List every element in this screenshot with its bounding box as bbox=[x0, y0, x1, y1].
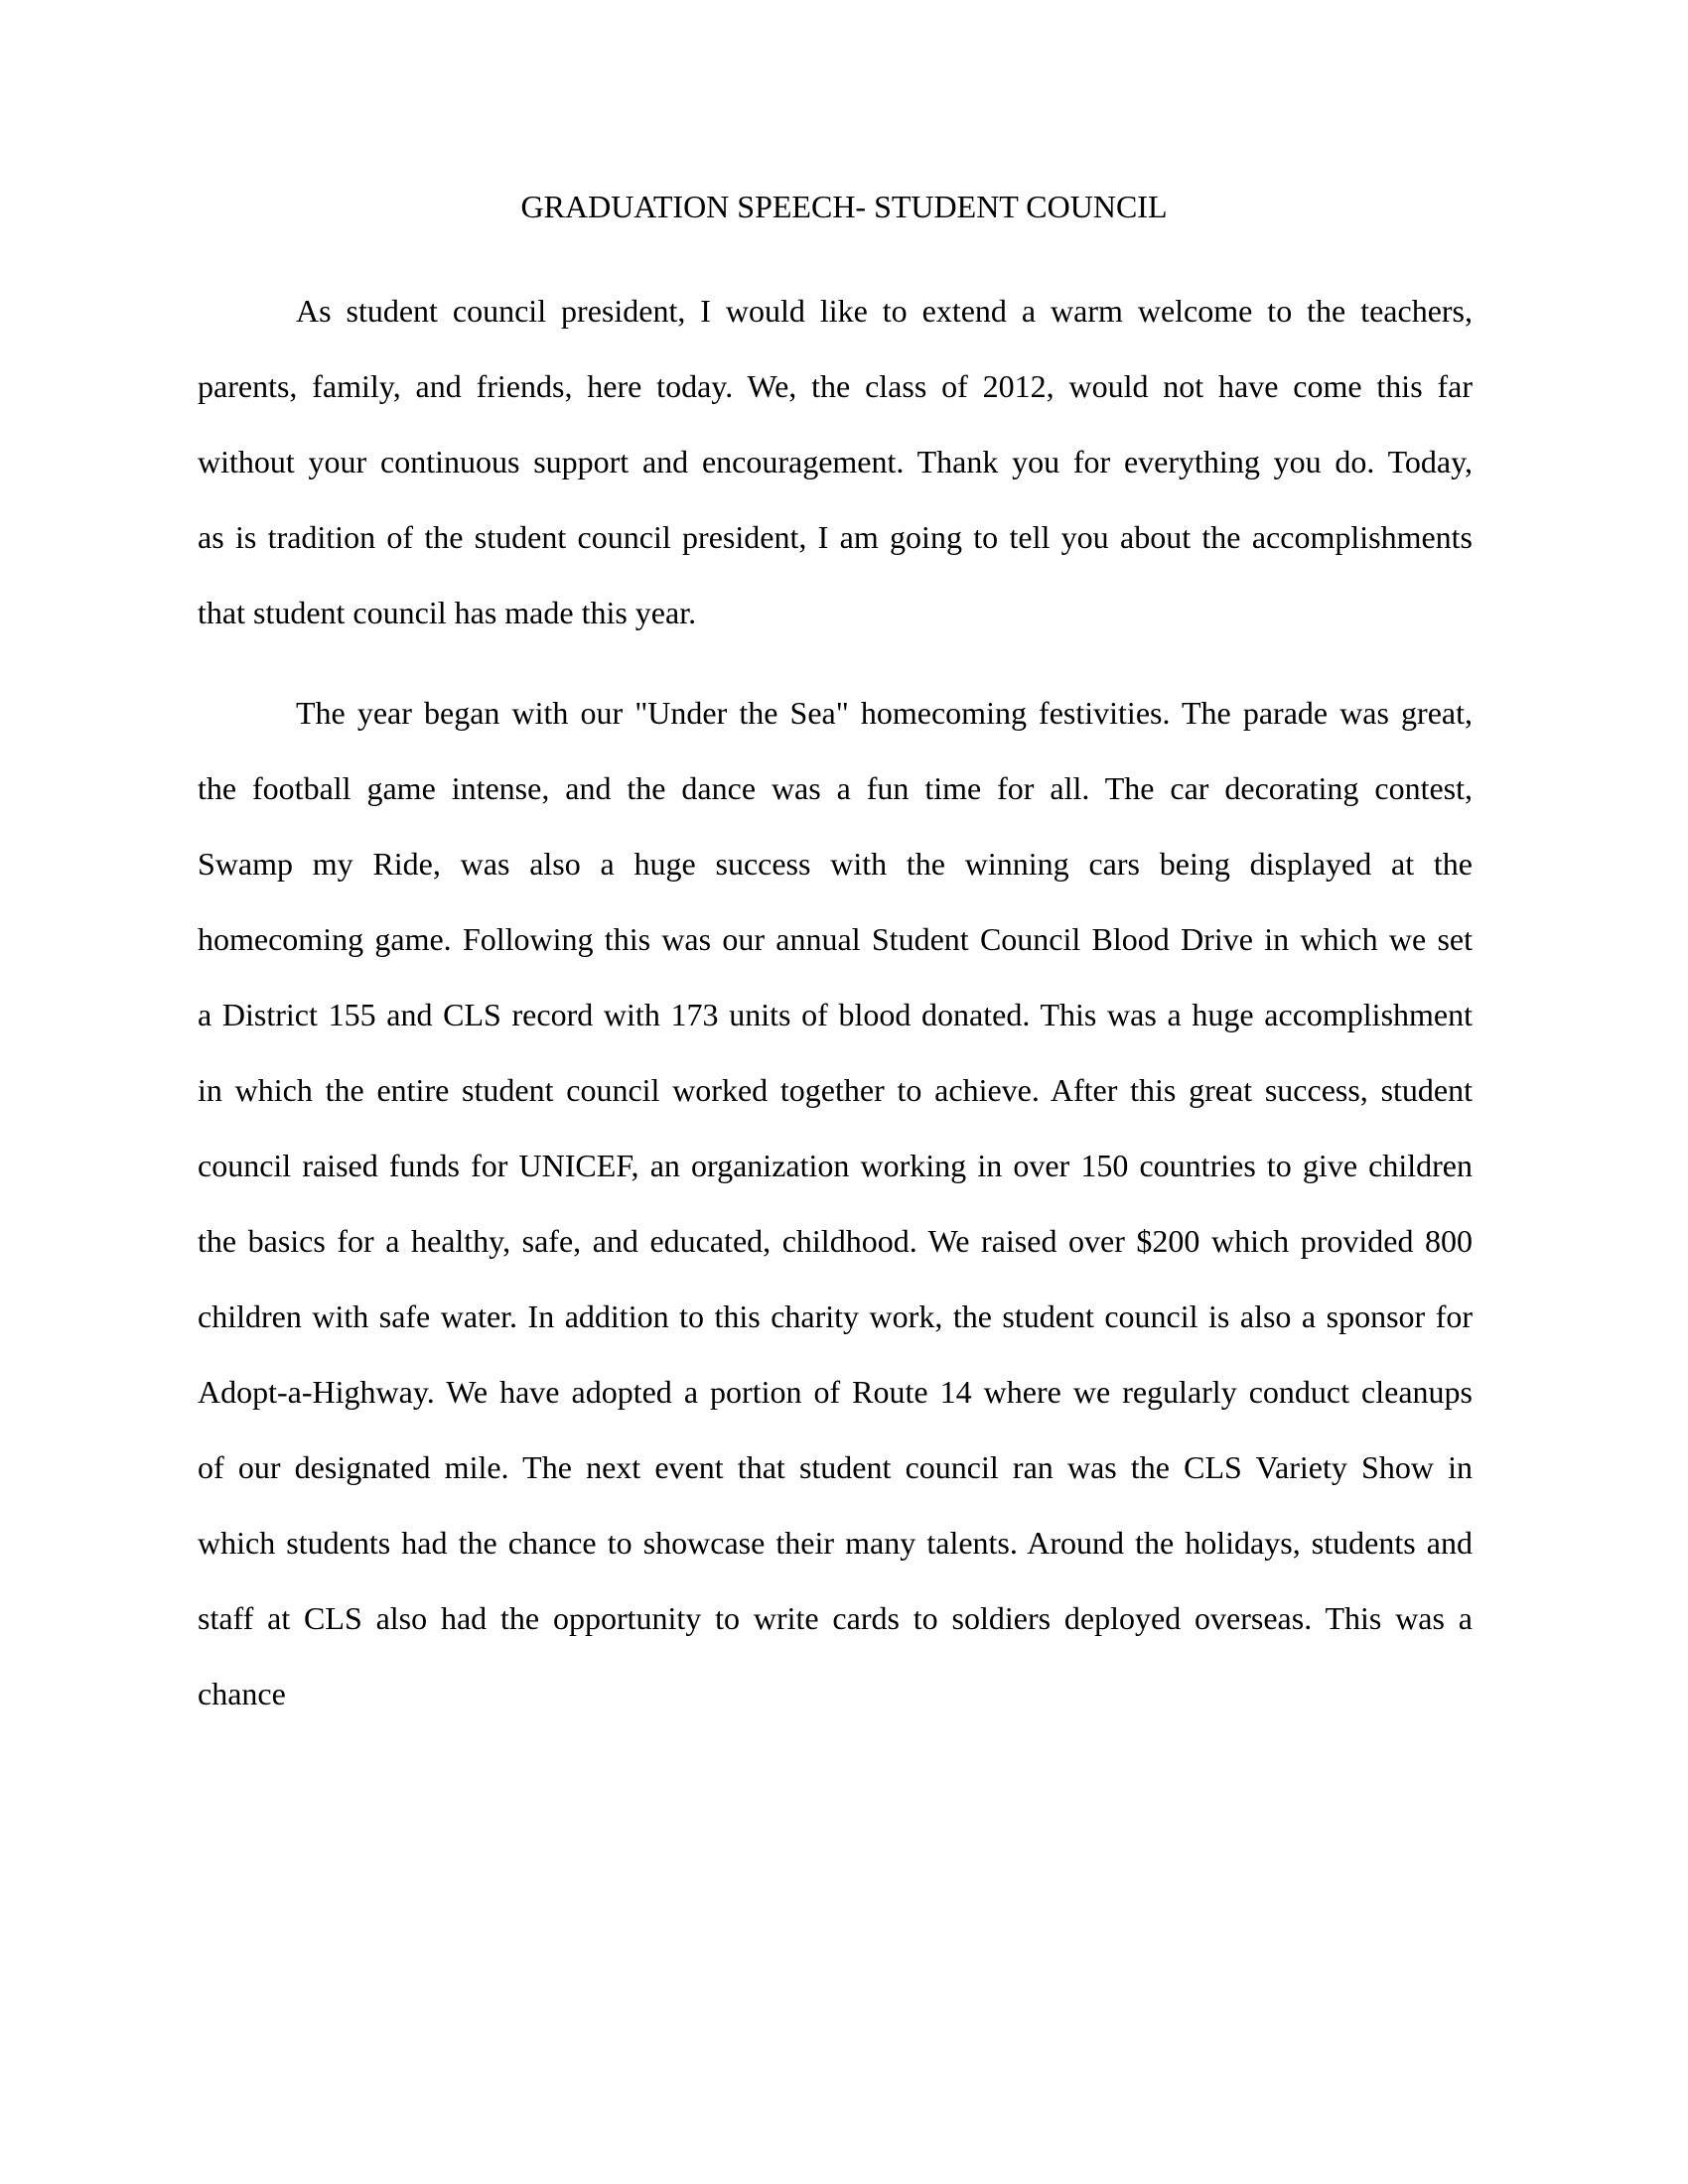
text-line: homecoming game. Following this was our annual Student Council Blood Drive in which we set bbox=[198, 921, 1473, 957]
text-line: a District 155 and CLS record with 173 units of blood donated. This was a huge accomplishment bbox=[198, 997, 1473, 1032]
text-line: Swamp my Ride, was also a huge success with the winning cars being displayed at the bbox=[198, 846, 1473, 882]
text-line: parents, family, and friends, here today. We, the class of 2012, would not have come this far bbox=[198, 368, 1473, 404]
text-line: in which the entire student council worked together to achieve. After this great success, student bbox=[198, 1072, 1473, 1108]
text-line: which students had the chance to showcase their many talents. Around the holidays, students and bbox=[198, 1525, 1473, 1561]
text-line: staff at CLS also had the opportunity to write cards to soldiers deployed overseas. This was a bbox=[198, 1600, 1473, 1636]
text-line: chance bbox=[198, 1676, 286, 1711]
text-line: without your continuous support and encouragement. Thank you for everything you do. Today, bbox=[198, 444, 1473, 479]
text-line: as is tradition of the student council president, I am going to tell you about the accomplishments bbox=[198, 519, 1473, 555]
document-title: GRADUATION SPEECH- STUDENT COUNCIL bbox=[520, 189, 1168, 224]
paragraph-welcome bbox=[198, 291, 1473, 668]
text-line: Adopt-a-Highway. We have adopted a portion of Route 14 where we regularly conduct cleanups bbox=[198, 1374, 1473, 1410]
text-line: council raised funds for UNICEF, an organization working in over 150 countries to give children bbox=[198, 1148, 1473, 1183]
text-line: that student council has made this year. bbox=[198, 595, 697, 630]
text-line: The year began with our "Under the Sea" homecoming festivities. The parade was great, bbox=[296, 695, 1473, 731]
text-line: the basics for a healthy, safe, and educated, childhood. We raised over $200 which provided 800 bbox=[198, 1223, 1473, 1259]
text-line: the football game intense, and the dance was a fun time for all. The car decorating contest, bbox=[198, 770, 1473, 806]
text-line: of our designated mile. The next event that student council ran was the CLS Variety Show in bbox=[198, 1449, 1473, 1485]
paragraph-accomplishments bbox=[198, 693, 1473, 1749]
text-line: children with safe water. In addition to this charity work, the student council is also a sponsor for bbox=[198, 1298, 1473, 1334]
text-line: As student council president, I would like to extend a warm welcome to the teachers, bbox=[296, 293, 1473, 329]
